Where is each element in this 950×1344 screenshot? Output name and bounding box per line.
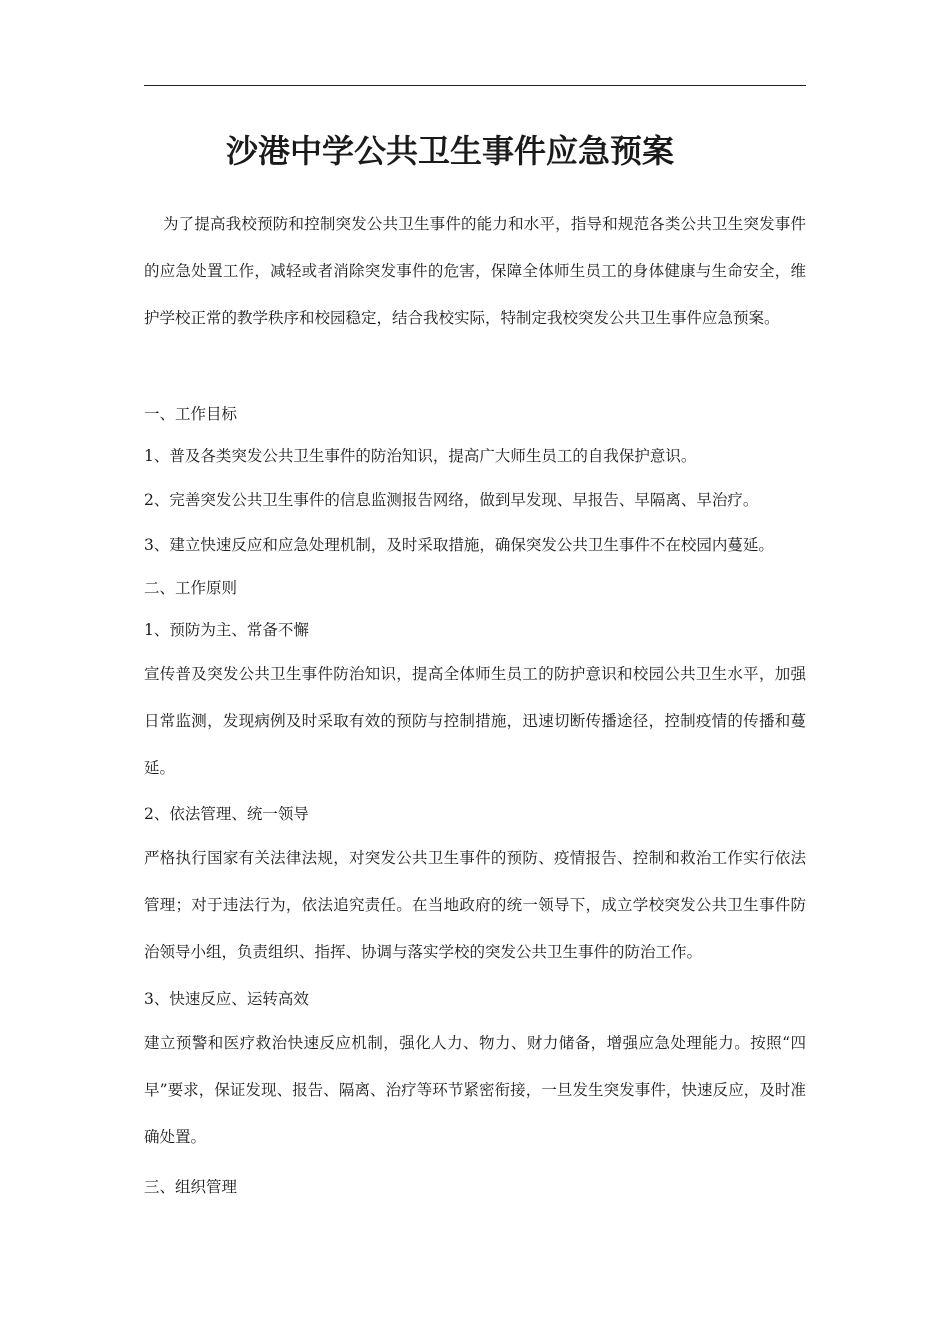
section-1-item-2 xyxy=(144,485,806,515)
document-title: 沙港中学公共卫生事件应急预案 xyxy=(225,132,674,170)
principle-1-paragraph: 宣传普及突发公共卫生事件防治知识，提高全体师生员工的防护意识和校园公共卫生水平，加强日常监测，发现病例及时采取有效的预防与控制措施，迅速切断传播途径，控制疫情的传播和蔓延。 xyxy=(144,665,806,777)
principle-2-text-block xyxy=(144,835,806,976)
subsection-title: 3、快速反应、运转高效 xyxy=(144,990,309,1008)
intro-paragraph: 为了提高我校预防和控制突发公共卫生事件的能力和水平，指导和规范各类公共卫生突发事件的应急处置工作，减轻或者消除突发事件的危害，保障全体师生员工的身体健康与生命安全，维护学校正常的教学秩序和校园稳定，结合我校实际，特制定我校突发公共卫生事件应急预案。 xyxy=(144,215,806,327)
section-1-heading-block xyxy=(144,399,806,429)
principle-3-paragraph: 建立预警和医疗救治快速反应机制，强化人力、物力、财力储备，增强应急处理能力。按照“四早”要求，保证发现、报告、隔离、治疗等环节紧密衔接，一旦发生突发事件，快速反应，及时准确处置。 xyxy=(144,1034,806,1146)
principle-3-title-block xyxy=(144,984,806,1014)
section-2-heading-block xyxy=(144,573,806,603)
principle-1-text-block xyxy=(144,651,806,792)
intro-block xyxy=(144,201,806,342)
header-rule xyxy=(144,85,806,86)
subsection-title: 2、依法管理、统一领导 xyxy=(144,805,309,823)
list-item: 2、完善突发公共卫生事件的信息监测报告网络，做到早发现、早报告、早隔离、早治疗。 xyxy=(144,491,759,509)
principle-1-title-block xyxy=(144,615,806,645)
section-3-heading-block xyxy=(144,1172,806,1202)
principle-2-paragraph: 严格执行国家有关法律法规，对突发公共卫生事件的预防、疫情报告、控制和救治工作实行依法管理；对于违法行为，依法追究责任。在当地政府的统一领导下，成立学校突发公共卫生事件防治领导小组，负责组织、指挥、协调与落实学校的突发公共卫生事件的防治工作。 xyxy=(144,849,806,961)
list-item: 3、建立快速反应和应急处理机制，及时采取措施，确保突发公共卫生事件不在校园内蔓延。 xyxy=(144,536,774,554)
section-1-item-3 xyxy=(144,530,806,560)
list-item: 1、普及各类突发公共卫生事件的防治知识，提高广大师生员工的自我保护意识。 xyxy=(144,447,697,465)
section-1-item-1 xyxy=(144,441,806,471)
subsection-title: 1、预防为主、常备不懈 xyxy=(144,621,309,639)
section-heading-principles: 二、工作原则 xyxy=(144,579,238,597)
section-heading-goals: 一、工作目标 xyxy=(144,405,238,423)
principle-2-title-block xyxy=(144,799,806,829)
section-heading-organization: 三、组织管理 xyxy=(144,1178,238,1196)
principle-3-text-block xyxy=(144,1020,806,1161)
